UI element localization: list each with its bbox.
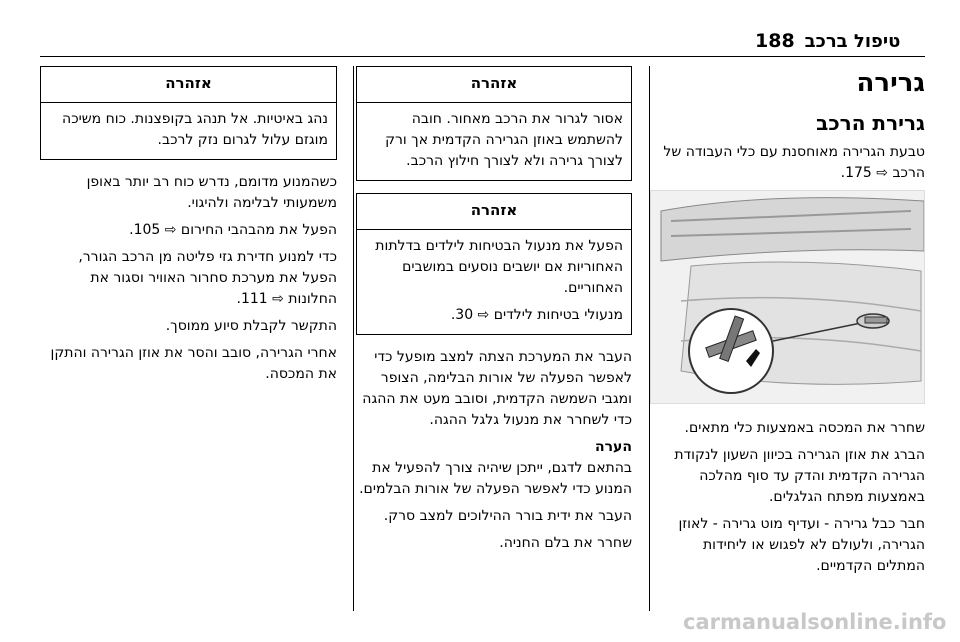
warning-text: אסור לגרור את הרכב מאחור. חובה להשתמש באוזן הגרירה הקדמית אך ורק לצורך גרירה ולא לצורך חילוץ הרכב.	[385, 111, 623, 169]
towing-eye-illustration	[650, 190, 925, 404]
column-left	[40, 66, 337, 391]
ignition-paragraph: העבר את המערכת הצתה למצב מופעל כדי לאפשר הפעלה של אורות הבלימה, הצופר ומגבי השמשה הקדמית, וסובב מעט את ההגה כדי לשחרר את מנעול גלגל ההגה.	[362, 349, 632, 428]
parking-brake-paragraph: שחרר את בלם החניה.	[499, 535, 632, 551]
warning-box-drive-slowly	[40, 66, 337, 160]
warning-text: הפעל את מנעול הבטיחות לילדים בדלתות האחוריות אם יושבים נוסעים במושבים האחוריים.	[375, 238, 623, 296]
page-header	[755, 30, 925, 54]
column-middle	[356, 66, 632, 560]
hazard-lights-paragraph: הפעל את מהבהבי החירום ⇨ 105.	[129, 222, 337, 238]
warning-box-child-locks	[356, 193, 632, 335]
after-towing-paragraph: אחרי הגרירה, סובב והסר את אוזן הגרירה והתקן את המכסה.	[50, 345, 337, 382]
section-title: טיפול ברכב	[804, 31, 901, 52]
remove-cover-paragraph: שחרר את המכסה באמצעות כלי מתאים.	[684, 420, 925, 436]
warning-text: נהג באיטיות. אל תנהג בקופצנות. כוח משיכה מוגזם עלול לגרום נזק לרכב.	[62, 111, 328, 148]
header-rule	[40, 56, 925, 57]
section-subtitle: גרירת הרכב	[816, 111, 925, 135]
call-garage-paragraph: התקשר לקבלת סיוע ממוסך.	[165, 318, 337, 334]
warning-title: אזהרה	[357, 67, 631, 103]
watermark: carmanualsonline.info	[683, 610, 947, 634]
screw-towing-eye-paragraph: הברג את אוזן הגרירה בכיוון השעון לנקודת הגרירה הקדמית והדק עד סוף מהלכה באמצעות מפתח הגלגלים.	[674, 447, 925, 505]
note-title: הערה	[595, 439, 632, 455]
attach-tow-rope-paragraph: חבר כבל גרירה - ועדיף מוט גרירה - לאוזן הגרירה, ולעולם לא לפגוש או ליחידות המתלים הקדמיים.	[678, 516, 925, 574]
column-right	[652, 68, 925, 583]
warning-title: אזהרה	[41, 67, 336, 103]
warning-box-rear-towing	[356, 66, 632, 181]
warning-title: אזהרה	[357, 194, 631, 230]
neutral-gear-paragraph: העבר את ידית בורר ההילוכים למצב סרק.	[383, 508, 632, 524]
car-bumper-drawing	[651, 191, 924, 403]
warning-reference: מנעולי בטיחות לילדים ⇨ 30.	[450, 307, 623, 323]
note-text: בהתאם לדגם, ייתכן שיהיה צורך להפעיל את המנוע כדי לאפשר הפעלה של אורות הבלמים.	[359, 460, 632, 497]
intro-paragraph: טבעת הגרירה מאוחסנת עם כלי העבודה של הרכב ⇨ 175.	[663, 144, 925, 181]
page-number: 188	[755, 30, 795, 52]
engine-off-paragraph: כשהמנוע מדומם, נדרש כוח רב יותר באופן משמעותי לבלימה ולהיגוי.	[86, 174, 337, 211]
column-divider-left	[353, 66, 354, 611]
chapter-title: גרירה	[856, 68, 925, 98]
recirculation-paragraph: כדי למנוע חדירת גזי פליטה מן הרכב הגורר, הפעל את מערכת סחרור האוויר וסגור את החלונות ⇨ 111.	[78, 249, 337, 307]
